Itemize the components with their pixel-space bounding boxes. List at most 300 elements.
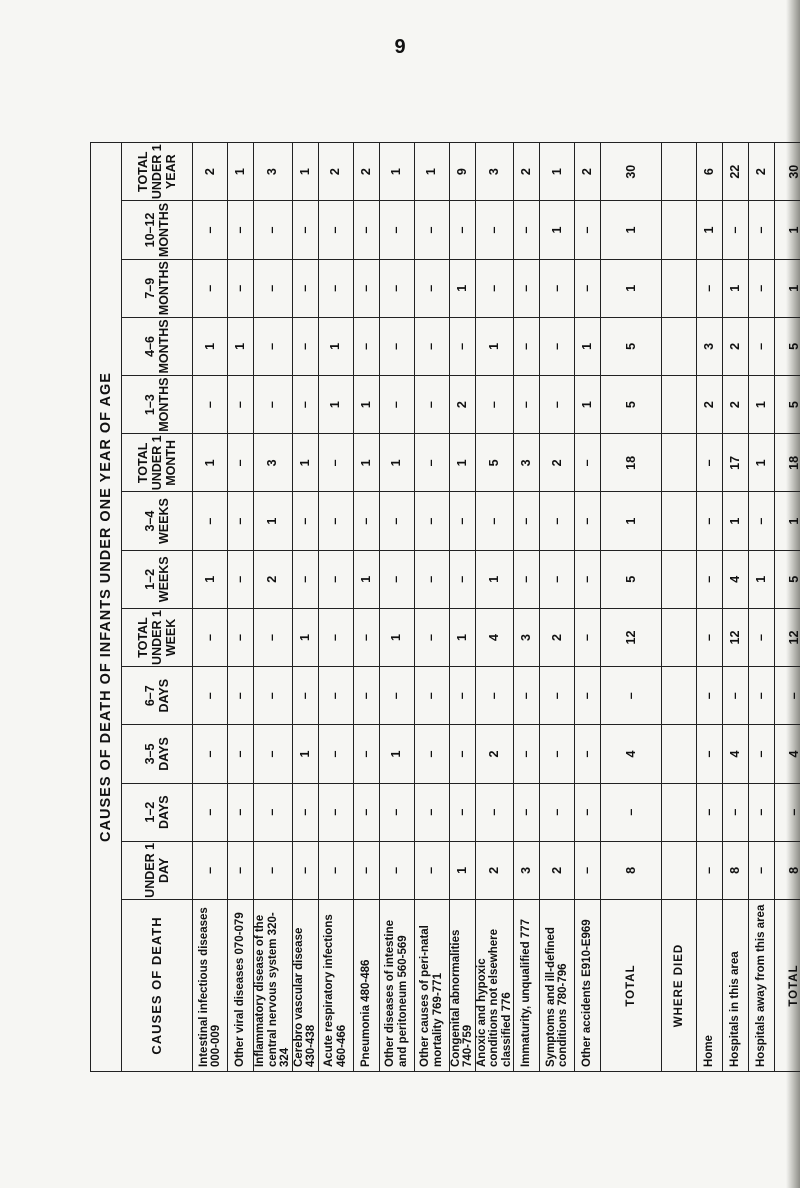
table-cell: 1 <box>775 492 800 550</box>
table-cell: 3 <box>514 608 540 666</box>
table-cell: 1 <box>292 608 318 666</box>
where-died-row <box>697 143 723 1072</box>
table-cell: – <box>514 550 540 608</box>
table-cell: 1 <box>723 492 749 550</box>
table-cell: 2 <box>193 143 228 201</box>
table-cell: – <box>228 259 254 317</box>
table-cell: 1 <box>775 259 800 317</box>
table-cell: – <box>318 550 353 608</box>
table-row <box>254 143 293 1072</box>
table-cell: – <box>449 492 475 550</box>
table-cell: 1 <box>749 434 775 492</box>
table-cell: – <box>749 608 775 666</box>
table-cell: – <box>353 492 379 550</box>
table-cell: 18 <box>775 434 800 492</box>
table-cell: – <box>353 317 379 375</box>
row-label: Other causes of peri-natal mortality 769-771 <box>414 900 449 1072</box>
table-cell: – <box>514 783 540 841</box>
table-cell: – <box>254 841 293 899</box>
table-cell: – <box>193 667 228 725</box>
table-cell: 9 <box>449 143 475 201</box>
table-cell: 4 <box>775 725 800 783</box>
table-cell: 1 <box>449 608 475 666</box>
table-cell: – <box>514 376 540 434</box>
row-label: Other diseases of intestine and peritoneum 560-569 <box>379 900 414 1072</box>
table-cell: – <box>540 550 575 608</box>
table-cell: 1 <box>353 434 379 492</box>
table-cell: – <box>193 259 228 317</box>
table-cell: – <box>193 841 228 899</box>
table-cell: 1 <box>292 725 318 783</box>
table-cell: – <box>414 841 449 899</box>
table-cell: – <box>749 841 775 899</box>
table-cell: 1 <box>575 317 601 375</box>
table-cell: 1 <box>228 143 254 201</box>
table-cell: 5 <box>775 550 800 608</box>
table-cell: 1 <box>318 317 353 375</box>
table-cell: 5 <box>775 317 800 375</box>
table-cell: – <box>318 783 353 841</box>
table-cell: 1 <box>292 143 318 201</box>
table-row <box>379 143 414 1072</box>
table-cell: – <box>318 608 353 666</box>
row-label: WHERE DIED <box>662 900 697 1072</box>
table-cell: – <box>575 667 601 725</box>
table-cell <box>662 259 697 317</box>
table-cell: 1 <box>749 376 775 434</box>
table-cell: 1 <box>601 201 662 259</box>
table-cell: – <box>414 608 449 666</box>
table-cell: – <box>292 201 318 259</box>
table-cell: – <box>254 201 293 259</box>
table-cell: – <box>775 783 800 841</box>
table-cell: – <box>575 783 601 841</box>
table-cell <box>662 725 697 783</box>
table-row <box>514 143 540 1072</box>
table-row <box>575 143 601 1072</box>
table-cell: – <box>228 841 254 899</box>
column-header: 1–2 DAYS <box>122 783 193 841</box>
table-cell: 3 <box>475 143 514 201</box>
table-cell: – <box>292 259 318 317</box>
table-cell: 1 <box>193 434 228 492</box>
row-label: Intestinal infectious diseases 000-009 <box>193 900 228 1072</box>
column-header: 3–5 DAYS <box>122 725 193 783</box>
table-cell <box>662 550 697 608</box>
table-cell: – <box>193 725 228 783</box>
table-cell: 22 <box>723 143 749 201</box>
table-cell: – <box>575 841 601 899</box>
row-label: Acute respiratory infections 460-466 <box>318 900 353 1072</box>
table-cell: 1 <box>379 434 414 492</box>
column-header: UNDER 1 DAY <box>122 841 193 899</box>
table-cell: – <box>228 783 254 841</box>
table-cell: – <box>379 550 414 608</box>
table-cell: – <box>723 201 749 259</box>
table-cell <box>662 841 697 899</box>
table-cell <box>662 201 697 259</box>
table-cell: 5 <box>601 317 662 375</box>
table-cell: – <box>414 492 449 550</box>
table-cell: – <box>575 550 601 608</box>
table-cell: – <box>379 667 414 725</box>
table-cell: – <box>575 434 601 492</box>
row-label: Congenital abnormalities 740-759 <box>449 900 475 1072</box>
column-header-row <box>122 143 193 1072</box>
table-cell: 3 <box>254 143 293 201</box>
table-row <box>475 143 514 1072</box>
table-cell: 5 <box>775 376 800 434</box>
table-cell: – <box>318 725 353 783</box>
table-cell: – <box>318 492 353 550</box>
table-cell: 2 <box>449 376 475 434</box>
table-cell: – <box>697 434 723 492</box>
table-cell: – <box>228 434 254 492</box>
table-cell: – <box>353 259 379 317</box>
table-cell: – <box>749 492 775 550</box>
table-cell: – <box>514 725 540 783</box>
table-cell: – <box>749 667 775 725</box>
row-label: Other accidents E910-E969 <box>575 900 601 1072</box>
table-cell: – <box>697 492 723 550</box>
table-row <box>353 143 379 1072</box>
column-header: 4–6 MONTHS <box>122 317 193 375</box>
table-cell: – <box>318 841 353 899</box>
table-cell: – <box>228 201 254 259</box>
table-cell: – <box>292 667 318 725</box>
table-cell: – <box>749 725 775 783</box>
table-cell: – <box>193 608 228 666</box>
table-cell: 1 <box>353 550 379 608</box>
table-cell: 2 <box>723 376 749 434</box>
table-cell: 2 <box>318 143 353 201</box>
table-cell: – <box>254 667 293 725</box>
column-header: 6–7 DAYS <box>122 667 193 725</box>
table-cell: 1 <box>193 317 228 375</box>
table-cell: 8 <box>775 841 800 899</box>
table-cell: – <box>540 317 575 375</box>
table-cell: 4 <box>601 725 662 783</box>
table-cell: 18 <box>601 434 662 492</box>
table-cell: – <box>449 550 475 608</box>
table-row <box>193 143 228 1072</box>
table-cell: – <box>193 376 228 434</box>
column-header: 3–4 WEEKS <box>122 492 193 550</box>
table-cell: – <box>414 376 449 434</box>
table-cell: 1 <box>414 143 449 201</box>
table-cell: 5 <box>601 550 662 608</box>
row-label: Cerebro vascular disease 430-438 <box>292 900 318 1072</box>
row-label: Hospitals in this area <box>723 900 749 1072</box>
table-cell: 1 <box>228 317 254 375</box>
table-cell: – <box>697 608 723 666</box>
table-cell: 2 <box>697 376 723 434</box>
infant-deaths-table <box>90 142 800 1072</box>
table-cell: – <box>228 725 254 783</box>
column-header: 1–3 MONTHS <box>122 376 193 434</box>
table-cell: – <box>540 667 575 725</box>
table-cell: 1 <box>254 492 293 550</box>
table-cell: – <box>697 783 723 841</box>
table-cell: 1 <box>723 259 749 317</box>
table-row <box>292 143 318 1072</box>
table-cell: – <box>379 376 414 434</box>
table-cell: 1 <box>449 841 475 899</box>
table-cell: 1 <box>601 492 662 550</box>
table-cell: – <box>575 492 601 550</box>
table-cell: – <box>540 725 575 783</box>
table-cell: 2 <box>749 143 775 201</box>
table-cell: – <box>353 841 379 899</box>
column-header: 10–12 MONTHS <box>122 201 193 259</box>
row-label: Anoxic and hypoxic conditions not elsewhere classified 776 <box>475 900 514 1072</box>
table-cell: 3 <box>514 841 540 899</box>
table-cell: – <box>379 783 414 841</box>
table-cell: – <box>514 317 540 375</box>
table-cell: 1 <box>318 376 353 434</box>
table-cell: 30 <box>775 143 800 201</box>
table-cell: – <box>723 783 749 841</box>
table-cell <box>662 667 697 725</box>
table-cell: – <box>575 725 601 783</box>
table-cell: 1 <box>601 259 662 317</box>
table-cell: 2 <box>540 434 575 492</box>
table-cell: – <box>475 492 514 550</box>
table-cell: – <box>254 317 293 375</box>
table-cell: 1 <box>749 550 775 608</box>
table-cell: – <box>379 841 414 899</box>
table-cell: – <box>353 725 379 783</box>
table-cell: – <box>540 783 575 841</box>
table-cell: 4 <box>475 608 514 666</box>
table-cell: 1 <box>575 376 601 434</box>
page-number: 9 <box>394 36 406 58</box>
table-cell: – <box>697 667 723 725</box>
table-cell: – <box>353 783 379 841</box>
column-header: 1–2 WEEKS <box>122 550 193 608</box>
table-cell: – <box>449 783 475 841</box>
table-cell: 1 <box>697 201 723 259</box>
table-cell: 6 <box>697 143 723 201</box>
column-header-causes: CAUSES OF DEATH <box>122 900 193 1072</box>
table-cell: 1 <box>540 143 575 201</box>
table-cell: – <box>540 259 575 317</box>
table-cell <box>662 434 697 492</box>
table-cell: 2 <box>723 317 749 375</box>
table-cell: 8 <box>601 841 662 899</box>
table-row <box>318 143 353 1072</box>
table-cell: – <box>601 667 662 725</box>
column-header: TOTAL UNDER 1 WEEK <box>122 608 193 666</box>
column-header: 7–9 MONTHS <box>122 259 193 317</box>
table-cell <box>662 143 697 201</box>
table-row <box>414 143 449 1072</box>
table-cell: – <box>228 667 254 725</box>
table-cell: – <box>749 783 775 841</box>
table-cell: – <box>353 608 379 666</box>
table-cell: 17 <box>723 434 749 492</box>
column-header: TOTAL UNDER 1 MONTH <box>122 434 193 492</box>
table-cell: – <box>292 550 318 608</box>
grand-total-row <box>775 143 800 1072</box>
table-row <box>540 143 575 1072</box>
table-cell: 8 <box>723 841 749 899</box>
table-cell: – <box>749 259 775 317</box>
table-cell <box>662 376 697 434</box>
table-cell: – <box>228 550 254 608</box>
table-cell: – <box>254 725 293 783</box>
table-cell: – <box>723 667 749 725</box>
table-cell: – <box>697 841 723 899</box>
table-cell: – <box>601 783 662 841</box>
table-cell: 12 <box>775 608 800 666</box>
table-cell: 2 <box>475 841 514 899</box>
row-label: TOTAL <box>601 900 662 1072</box>
table-row <box>449 143 475 1072</box>
table-cell: – <box>414 317 449 375</box>
table-cell: 2 <box>353 143 379 201</box>
where-died-header-row <box>662 143 697 1072</box>
table-cell: – <box>414 550 449 608</box>
table-cell: 1 <box>540 201 575 259</box>
table-cell: – <box>575 608 601 666</box>
table-cell: – <box>379 317 414 375</box>
table-cell: 3 <box>514 434 540 492</box>
table-cell: 1 <box>775 201 800 259</box>
table-cell: – <box>254 783 293 841</box>
table-cell: – <box>254 608 293 666</box>
table-cell: – <box>475 667 514 725</box>
table-cell: – <box>414 201 449 259</box>
table-cell: 30 <box>601 143 662 201</box>
table-cell: – <box>449 725 475 783</box>
table-cell: 1 <box>379 725 414 783</box>
row-label: Other viral diseases 070-079 <box>228 900 254 1072</box>
table-row <box>228 143 254 1072</box>
table-cell: – <box>254 259 293 317</box>
table-cell: – <box>749 201 775 259</box>
table-cell: – <box>292 783 318 841</box>
row-label: Inflammatory disease of the central nervous system 320-324 <box>254 900 293 1072</box>
table-cell: 5 <box>601 376 662 434</box>
table-cell: – <box>318 259 353 317</box>
row-label: Hospitals away from this area <box>749 900 775 1072</box>
table-cell: – <box>379 492 414 550</box>
table-title: CAUSES OF DEATH OF INFANTS UNDER ONE YEAR OF AGE <box>91 143 122 1072</box>
table-body <box>193 143 800 1072</box>
table-cell: – <box>353 667 379 725</box>
table-cell: – <box>514 259 540 317</box>
table-cell: – <box>193 492 228 550</box>
table-cell: – <box>318 201 353 259</box>
table-cell: – <box>318 434 353 492</box>
table-cell: – <box>540 492 575 550</box>
table-cell: 1 <box>379 608 414 666</box>
table-cell: – <box>379 259 414 317</box>
where-died-row <box>749 143 775 1072</box>
table-cell: 3 <box>254 434 293 492</box>
table-cell: – <box>697 725 723 783</box>
table-cell: 12 <box>601 608 662 666</box>
table-cell: – <box>292 317 318 375</box>
table-cell: – <box>540 376 575 434</box>
table-cell: – <box>775 667 800 725</box>
table-cell: 2 <box>540 841 575 899</box>
table-cell: – <box>575 259 601 317</box>
table-cell: – <box>228 492 254 550</box>
where-died-row <box>723 143 749 1072</box>
row-label: TOTAL <box>775 900 800 1072</box>
table-cell: – <box>449 201 475 259</box>
table-cell: – <box>449 667 475 725</box>
table-cell: – <box>414 783 449 841</box>
table-cell <box>662 317 697 375</box>
table-cell: – <box>575 201 601 259</box>
total-row <box>601 143 662 1072</box>
table-cell: 1 <box>449 259 475 317</box>
row-label: Pneumonia 480-486 <box>353 900 379 1072</box>
table-cell: 1 <box>353 376 379 434</box>
rotated-table-container <box>90 142 800 1072</box>
table-cell: 1 <box>475 550 514 608</box>
table-cell: 4 <box>723 550 749 608</box>
row-label: Symptoms and ill-defined conditions 780-796 <box>540 900 575 1072</box>
table-cell: – <box>414 667 449 725</box>
table-cell: 2 <box>575 143 601 201</box>
table-cell: – <box>475 201 514 259</box>
table-cell: – <box>379 201 414 259</box>
table-cell: 3 <box>697 317 723 375</box>
table-cell: 4 <box>723 725 749 783</box>
table-cell: – <box>193 783 228 841</box>
table-cell: – <box>292 841 318 899</box>
table-cell <box>662 492 697 550</box>
table-cell: 12 <box>723 608 749 666</box>
table-cell: – <box>449 317 475 375</box>
table-cell: 5 <box>475 434 514 492</box>
table-cell: 1 <box>379 143 414 201</box>
table-cell: – <box>475 376 514 434</box>
table-cell: – <box>193 201 228 259</box>
table-cell: 1 <box>292 434 318 492</box>
table-cell: – <box>475 259 514 317</box>
table-cell: 2 <box>540 608 575 666</box>
table-cell: – <box>514 667 540 725</box>
row-label: Home <box>697 900 723 1072</box>
table-cell: 1 <box>449 434 475 492</box>
table-cell: 2 <box>254 550 293 608</box>
table-cell: – <box>292 492 318 550</box>
table-cell: – <box>514 201 540 259</box>
table-cell: 2 <box>475 725 514 783</box>
table-cell: 2 <box>514 143 540 201</box>
table-cell <box>662 783 697 841</box>
table-cell <box>662 608 697 666</box>
table-cell: – <box>414 725 449 783</box>
table-cell: – <box>475 783 514 841</box>
table-cell: – <box>228 608 254 666</box>
table-cell: 1 <box>193 550 228 608</box>
table-cell: – <box>414 259 449 317</box>
table-cell: – <box>228 376 254 434</box>
column-header: TOTAL UNDER 1 YEAR <box>122 143 193 201</box>
table-cell: – <box>292 376 318 434</box>
table-cell: – <box>414 434 449 492</box>
table-cell: – <box>514 492 540 550</box>
table-cell: – <box>254 376 293 434</box>
table-cell: – <box>318 667 353 725</box>
table-cell: – <box>697 550 723 608</box>
